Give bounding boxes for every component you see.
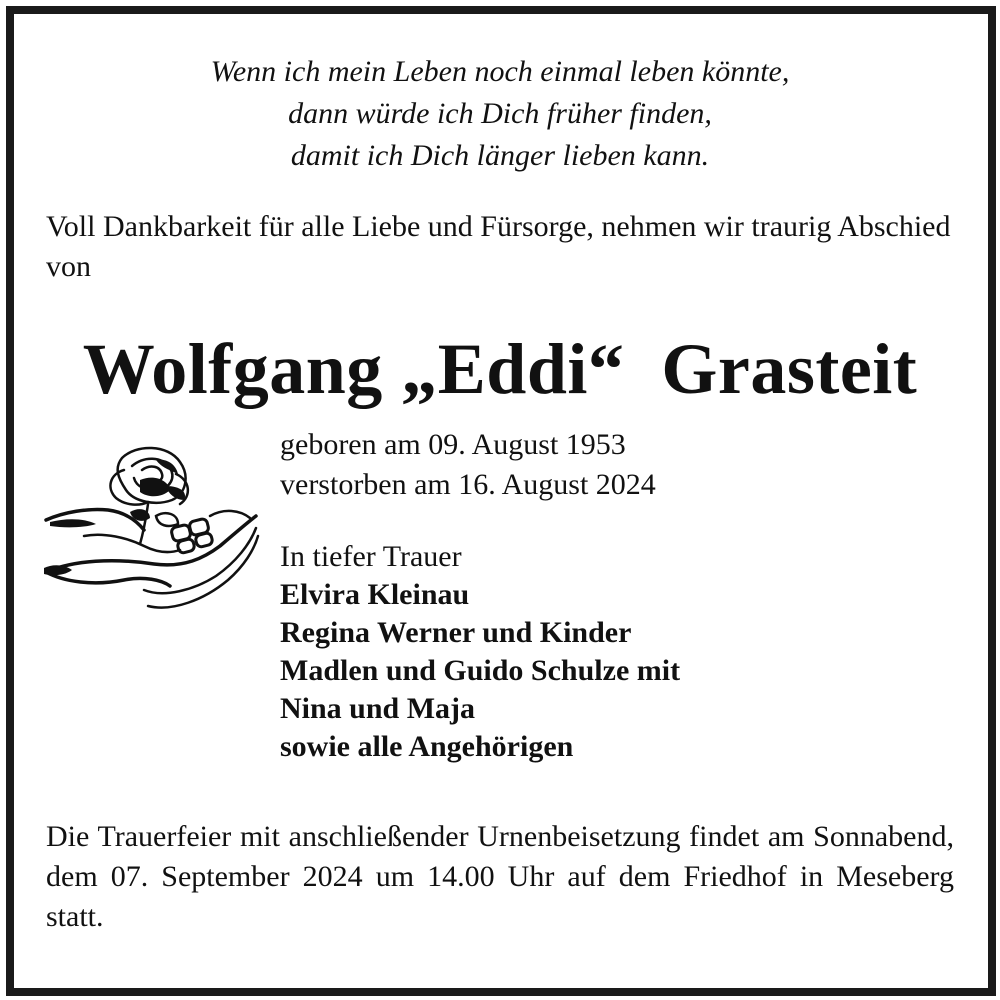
rose-in-hands-icon xyxy=(44,440,260,616)
mourners-heading: In tiefer Trauer xyxy=(280,540,462,573)
poem-line: Wenn ich mein Leben noch einmal leben könnte, xyxy=(210,55,790,88)
deceased-name: Wolfgang „Eddi“ Grasteit xyxy=(82,329,918,409)
mourner-name: sowie alle Angehörigen xyxy=(280,730,574,763)
poem-line: dann würde ich Dich früher finden, xyxy=(288,97,712,130)
intro-text: Voll Dankbarkeit für alle Liebe und Fürsorge, nehmen wir traurig Abschied von xyxy=(46,210,951,283)
funeral-info: Die Trauerfeier mit anschließender Urnenbeisetzung findet am Sonnabend, dem 07. September 2024 um 14.00 Uhr auf dem Friedhof in Meseberg statt. xyxy=(46,820,954,933)
death-date: verstorben am 16. August 2024 xyxy=(280,468,656,501)
poem xyxy=(0,51,1000,177)
life-dates xyxy=(280,425,656,505)
mourner-name: Nina und Maja xyxy=(280,692,476,725)
birth-date: geboren am 09. August 1953 xyxy=(280,428,626,461)
mourner-name: Regina Werner und Kinder xyxy=(280,616,632,649)
poem-line: damit ich Dich länger lieben kann. xyxy=(290,139,710,172)
mourner-name: Elvira Kleinau xyxy=(280,578,470,611)
mourners-block xyxy=(280,538,680,766)
mourner-name: Madlen und Guido Schulze mit xyxy=(280,654,681,687)
